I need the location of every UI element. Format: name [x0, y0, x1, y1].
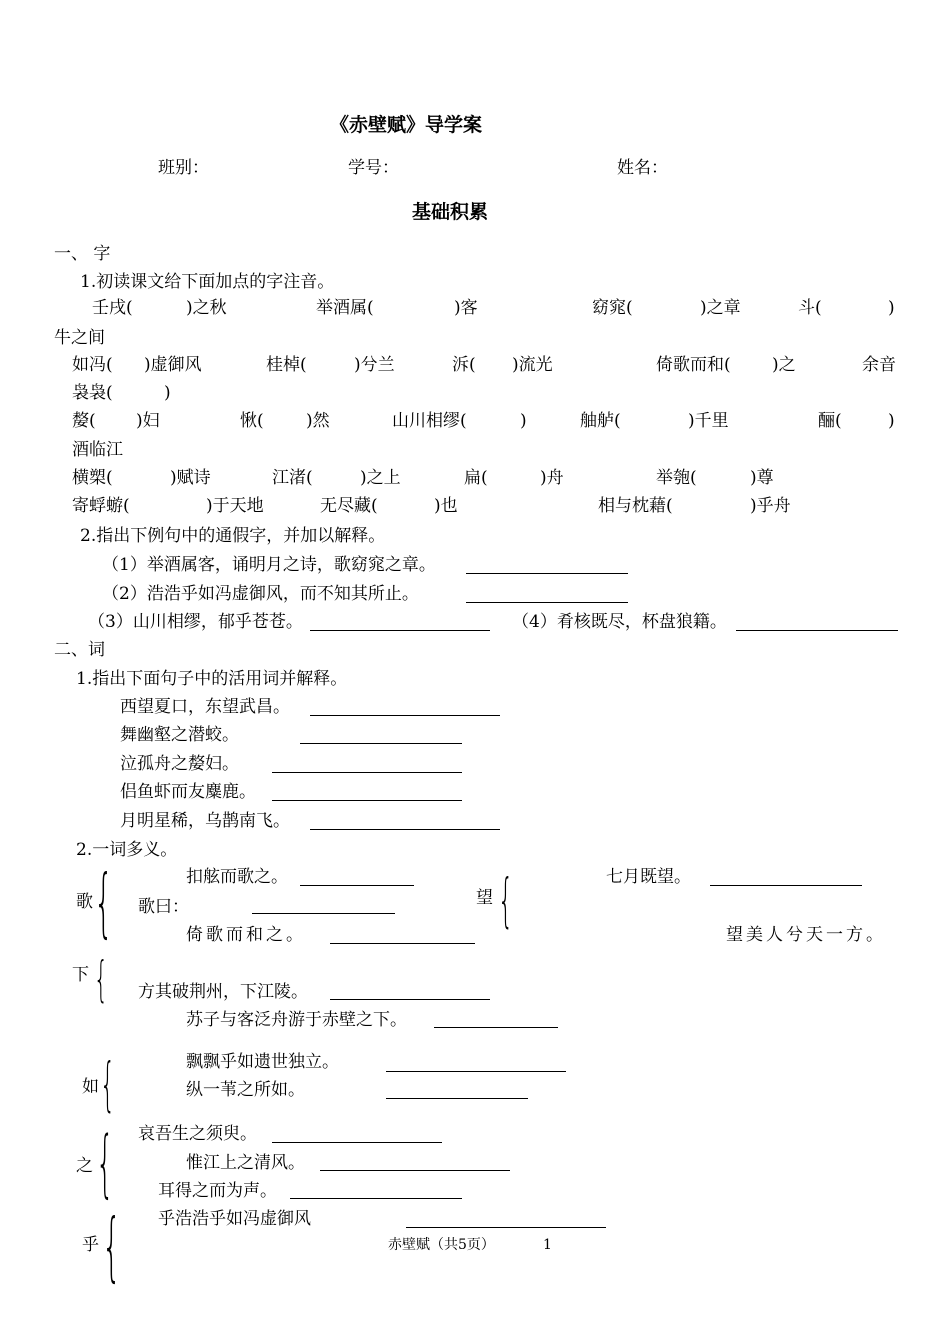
answer-line[interactable]: [300, 885, 414, 886]
blank-item: )舟: [540, 468, 564, 488]
left-brace: {: [94, 953, 108, 1009]
blank-item: 酾(: [818, 411, 842, 431]
s2-question-1: 1.指出下面句子中的活用词并解释。: [76, 669, 348, 689]
blank-item: 舳舻(: [580, 411, 621, 431]
left-brace: {: [94, 860, 114, 948]
usage-item-5: 月明星稀，乌鹊南飞。: [120, 811, 290, 831]
blank-item: )千里: [688, 411, 729, 431]
polysemy-char-ru: 如: [82, 1077, 99, 1097]
blank-item: 扁(: [464, 468, 488, 488]
answer-line[interactable]: [330, 999, 490, 1000]
blank-item: 寄蜉蝣(: [72, 496, 130, 516]
usage-item-4: 侣鱼虾而友麋鹿。: [120, 782, 256, 802]
s1-question-1: 1.初读课文给下面加点的字注音。: [80, 272, 335, 292]
blank-item: )也: [434, 496, 458, 516]
section-2-heading: 二、词: [54, 640, 105, 660]
blank-item: ): [164, 383, 171, 403]
blank-item: ): [888, 411, 895, 431]
blank-item: 倚歌而和(: [656, 355, 731, 375]
blank-item: 斗(: [798, 298, 822, 318]
answer-line[interactable]: [434, 1027, 558, 1028]
zhi-item-3: 耳得之而为声。: [158, 1181, 277, 1201]
blank-item: ): [888, 298, 895, 318]
blank-item: 愀(: [240, 411, 264, 431]
blank-item: 袅袅(: [72, 383, 113, 403]
blank-item: 桂棹(: [266, 355, 307, 375]
blank-item: 举匏(: [656, 468, 697, 488]
blank-item: 如冯(: [72, 355, 113, 375]
blank-item: )之上: [360, 468, 401, 488]
ge-item-1: 扣舷而歌之。: [186, 867, 288, 887]
blank-item: 余音: [862, 355, 896, 375]
blank-item: 泝(: [452, 355, 476, 375]
blank-item: )然: [306, 411, 330, 431]
answer-line[interactable]: [272, 800, 462, 801]
zhi-item-2: 惟江上之清风。: [186, 1153, 305, 1173]
blank-item: )于天地: [206, 496, 264, 516]
xia-item-2: 苏子与客泛舟游于赤壁之下。: [186, 1010, 407, 1030]
blank-item: 窈窕(: [592, 298, 633, 318]
section-1-heading: 一、 字: [54, 244, 111, 264]
name-label: 姓名：: [617, 158, 668, 178]
answer-line[interactable]: [272, 1142, 442, 1143]
polysemy-char-ge: 歌: [76, 892, 93, 912]
answer-line[interactable]: [406, 1227, 606, 1228]
ru-item-2: 纵一苇之所如。: [186, 1080, 305, 1100]
left-brace: {: [102, 1204, 122, 1292]
blank-item: 嫠(: [72, 411, 96, 431]
blank-item: ): [520, 411, 527, 431]
answer-line[interactable]: [736, 630, 898, 631]
polysemy-char-zhi: 之: [76, 1156, 93, 1176]
blank-item: 壬戌(: [92, 298, 133, 318]
answer-line[interactable]: [310, 630, 490, 631]
usage-item-1: 西望夏口，东望武昌。: [120, 697, 290, 717]
page-number: 1: [543, 1237, 552, 1253]
s1-question-2: 2.指出下例句中的通假字，并加以解释。: [80, 526, 386, 546]
student-id-label: 学号：: [348, 158, 399, 178]
polysemy-char-xia: 下: [72, 965, 89, 985]
polysemy-char-hu: 乎: [82, 1235, 99, 1255]
q2-item-4: （4）肴核既尽，杯盘狼籍。: [512, 612, 727, 632]
answer-line[interactable]: [466, 602, 628, 603]
answer-line[interactable]: [710, 885, 862, 886]
hu-item-1: 乎浩浩乎如冯虚御风: [158, 1209, 311, 1229]
pinyin-row-1-wrap: 牛之间: [54, 328, 105, 348]
blank-item: )兮兰: [354, 355, 395, 375]
blank-item: )妇: [136, 411, 160, 431]
blank-item: )尊: [750, 468, 774, 488]
section-title: 基础积累: [412, 201, 489, 223]
usage-item-3: 泣孤舟之嫠妇。: [120, 754, 239, 774]
answer-line[interactable]: [310, 715, 500, 716]
footer-text: 赤壁赋（共5页）: [388, 1237, 495, 1253]
zhi-item-1: 哀吾生之须臾。: [138, 1124, 257, 1144]
answer-line[interactable]: [320, 1170, 510, 1171]
blank-item: 无尽藏(: [320, 496, 378, 516]
answer-line[interactable]: [272, 772, 462, 773]
answer-line[interactable]: [252, 913, 395, 914]
blank-item: )虚御风: [144, 355, 202, 375]
blank-item: )流光: [512, 355, 553, 375]
answer-line[interactable]: [466, 573, 628, 574]
class-label: 班别：: [158, 158, 209, 178]
doc-title: 《赤壁赋》导学案: [330, 114, 483, 136]
blank-item: 江渚(: [272, 468, 313, 488]
ge-item-2: 歌曰：: [138, 897, 189, 917]
polysemy-char-wang: 望: [476, 888, 493, 908]
blank-item: 山川相缪(: [392, 411, 467, 431]
answer-line[interactable]: [300, 743, 462, 744]
q2-item-1: （1）举酒属客，诵明月之诗，歌窈窕之章。: [102, 555, 436, 575]
q2-item-3: （3）山川相缪，郁乎苍苍。: [88, 612, 303, 632]
s2-question-2: 2.一词多义。: [76, 840, 178, 860]
wang-item-1: 七月既望。: [606, 867, 691, 887]
ge-item-3: 倚歌而和之。: [186, 925, 306, 945]
answer-line[interactable]: [310, 829, 500, 830]
answer-line[interactable]: [386, 1071, 566, 1072]
pinyin-row-3-wrap: 酒临江: [72, 440, 123, 460]
blank-item: )之: [772, 355, 796, 375]
blank-item: )客: [454, 298, 478, 318]
answer-line[interactable]: [386, 1098, 528, 1099]
answer-line[interactable]: [330, 943, 475, 944]
xia-item-1: 方其破荆州，下江陵。: [138, 982, 308, 1002]
blank-item: 举酒属(: [316, 298, 374, 318]
blank-item: 相与枕藉(: [598, 496, 673, 516]
left-brace: {: [96, 1120, 114, 1206]
q2-item-2: （2）浩浩乎如冯虚御风，而不知其所止。: [102, 584, 419, 604]
blank-item: )之秋: [186, 298, 227, 318]
blank-item: )乎舟: [750, 496, 791, 516]
blank-item: 横槊(: [72, 468, 113, 488]
answer-line[interactable]: [290, 1198, 462, 1199]
blank-item: )之章: [700, 298, 741, 318]
left-brace: {: [498, 867, 514, 935]
wang-item-2: 望美人兮天一方。: [726, 925, 886, 945]
usage-item-2: 舞幽壑之潜蛟。: [120, 725, 239, 745]
blank-item: )赋诗: [170, 468, 211, 488]
left-brace: {: [100, 1051, 116, 1119]
ru-item-1: 飘飘乎如遗世独立。: [186, 1052, 339, 1072]
